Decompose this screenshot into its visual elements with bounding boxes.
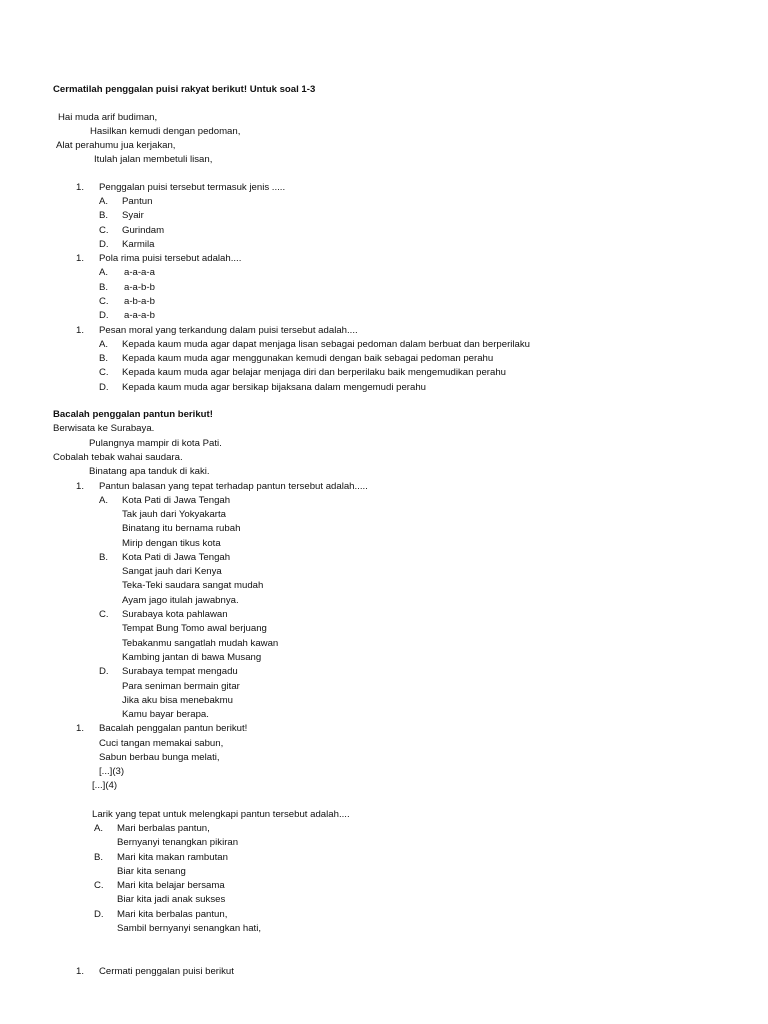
option-line: Tebakanmu sangatlah mudah kawan: [122, 638, 279, 649]
poem-line-1: Hai muda arif budiman,: [58, 112, 158, 123]
question-text: Pola rima puisi tersebut adalah....: [99, 253, 242, 264]
question-text: Cermati penggalan puisi berikut: [99, 966, 234, 977]
option-line: Bernyanyi tenangkan pikiran: [117, 837, 239, 848]
option-text: Kepada kaum muda agar belajar menjaga diri dan berperilaku baik mengemudikan perahu: [122, 367, 506, 378]
option-letter: B.: [99, 552, 109, 563]
option-line: Tak jauh dari Yokyakarta: [122, 509, 226, 520]
pantun-line: [...](3): [99, 766, 125, 777]
option-letter: C.: [99, 367, 109, 378]
option-line: Biar kita jadi anak sukses: [117, 894, 226, 905]
pantun-line: Cuci tangan memakai sabun,: [99, 738, 224, 749]
pantun-line-3: Cobalah tebak wahai saudara.: [53, 452, 183, 463]
option-letter: A.: [99, 267, 109, 278]
option-line: Para seniman bermain gitar: [122, 681, 240, 692]
option-line: Kota Pati di Jawa Tengah: [122, 552, 231, 563]
option-text: Pantun: [122, 196, 153, 207]
option-text: Kepada kaum muda agar menggunakan kemudi dengan baik sebagai pedoman perahu: [122, 353, 494, 364]
question-text: Bacalah penggalan pantun berikut!: [99, 723, 248, 734]
option-text: Kepada kaum muda agar dapat menjaga lisan sebagai pedoman dalam berbuat dan berperilaku: [122, 339, 531, 350]
option-text: Gurindam: [122, 225, 165, 236]
option-line: Surabaya kota pahlawan: [122, 609, 228, 620]
option-line: Sangat jauh dari Kenya: [122, 566, 222, 577]
option-letter: D.: [99, 310, 109, 321]
option-line: Tempat Bung Tomo awal berjuang: [122, 623, 267, 634]
question-number: 1.: [76, 481, 85, 492]
option-line: Kambing jantan di bawa Musang: [122, 652, 262, 663]
pantun-line-1: Berwisata ke Surabaya.: [53, 423, 155, 434]
option-line: Kamu bayar berapa.: [122, 709, 209, 720]
option-line: Mari kita makan rambutan: [117, 852, 228, 863]
option-letter: C.: [99, 296, 109, 307]
option-letter: B.: [94, 852, 104, 863]
pantun-line-4: Binatang apa tanduk di kaki.: [89, 466, 210, 477]
option-line: Mari berbalas pantun,: [117, 823, 210, 834]
option-text: a-a-a-b: [124, 310, 155, 321]
option-letter: D.: [99, 239, 109, 250]
poem-line-4: Itulah jalan membetuli lisan,: [94, 154, 213, 165]
option-line: Mari kita belajar bersama: [117, 880, 225, 891]
option-letter: D.: [99, 382, 109, 393]
option-line: Sambil bernyanyi senangkan hati,: [117, 923, 261, 934]
option-text: a-a-a-a: [124, 267, 155, 278]
option-line: Jika aku bisa menebakmu: [122, 695, 233, 706]
option-letter: D.: [99, 666, 109, 677]
pantun-line: [...](4): [92, 780, 118, 791]
pantun-line-2: Pulangnya mampir di kota Pati.: [89, 438, 222, 449]
option-letter: A.: [99, 339, 109, 350]
pantun-line: Sabun berbau bunga melati,: [99, 752, 220, 763]
option-text: Syair: [122, 210, 144, 221]
question-number: 1.: [76, 966, 85, 977]
option-line: Ayam jago itulah jawabnya.: [122, 595, 239, 606]
option-line: Teka-Teki saudara sangat mudah: [122, 580, 264, 591]
option-line: Mirip dengan tikus kota: [122, 538, 221, 549]
question-number: 1.: [76, 723, 85, 734]
option-letter: A.: [99, 196, 109, 207]
option-text: Karmila: [122, 239, 155, 250]
question-number: 1.: [76, 182, 85, 193]
option-line: Surabaya tempat mengadu: [122, 666, 238, 677]
option-line: Mari kita berbalas pantun,: [117, 909, 228, 920]
option-letter: A.: [99, 495, 109, 506]
question-text: Penggalan puisi tersebut termasuk jenis .....: [99, 182, 286, 193]
option-letter: B.: [99, 353, 109, 364]
section1-heading: Cermatilah penggalan puisi rakyat berikut! Untuk soal 1-3: [53, 84, 316, 95]
option-letter: D.: [94, 909, 104, 920]
option-letter: B.: [99, 282, 109, 293]
option-line: Biar kita senang: [117, 866, 186, 877]
option-letter: C.: [94, 880, 104, 891]
question-text: Pantun balasan yang tepat terhadap pantun tersebut adalah.....: [99, 481, 368, 492]
question-text: Pesan moral yang terkandung dalam puisi tersebut adalah....: [99, 325, 358, 336]
poem-line-3: Alat perahumu jua kerjakan,: [56, 140, 176, 151]
option-line: Binatang itu bernama rubah: [122, 523, 241, 534]
poem-line-2: Hasilkan kemudi dengan pedoman,: [90, 126, 241, 137]
option-text: a-b-a-b: [124, 296, 155, 307]
question-prompt: Larik yang tepat untuk melengkapi pantun tersebut adalah....: [92, 809, 350, 820]
question-number: 1.: [76, 325, 85, 336]
option-line: Kota Pati di Jawa Tengah: [122, 495, 231, 506]
option-letter: C.: [99, 225, 109, 236]
option-text: Kepada kaum muda agar bersikap bijaksana dalam mengemudi perahu: [122, 382, 426, 393]
question-number: 1.: [76, 253, 85, 264]
section2-heading: Bacalah penggalan pantun berikut!: [53, 409, 213, 420]
option-letter: A.: [94, 823, 104, 834]
option-text: a-a-b-b: [124, 282, 155, 293]
option-letter: C.: [99, 609, 109, 620]
option-letter: B.: [99, 210, 109, 221]
